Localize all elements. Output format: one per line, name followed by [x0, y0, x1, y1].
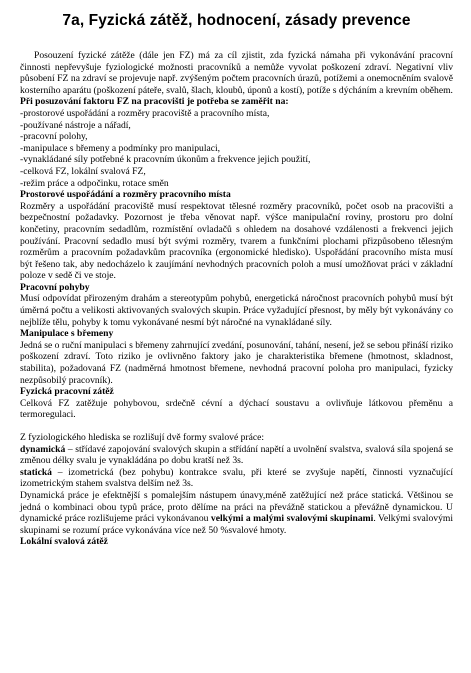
static-definition [20, 467, 453, 490]
section-movement-heading: Pracovní pohyby [20, 281, 90, 293]
dynamic-term: dynamická [20, 443, 66, 455]
document-title: 7a, Fyzická zátěž, hodnocení, zásady prevence [62, 12, 411, 29]
dynamic-definition [20, 444, 453, 467]
section-space-text: Rozměry a uspořádání pracoviště musí respektovat tělesné rozměry pracovníků, počet osob na pracovišti a bezpečnostní požadavky. Pozornost je třeba věnovat např. výšce manipulační roviny, prostoru pro dolní končetiny, pracovním sedadlům, rozmístění ovladačů s ohledem na dosahové vzdálenosti a frekvenci jejich používání. Pracovní sedadlo musí být svými rozměry, tvarem a funkčními plochami přizpůsobeno tělesným rozměrům a pracovním požadavkům pracovníka (ergonomické hledisko). Uspořádání pracovního místa musí být řešeno tak, aby nedocházelo k zaujímání nevhodných pracovních poloh a musí umožňovat práci v základní poloze v sedě či ve stoje. [20, 200, 453, 282]
factors-list [20, 108, 453, 189]
section-overall-heading: Fyzická pracovní zátěž [20, 386, 114, 398]
factor-item: -manipulace s břemeny a podmínky pro manipulaci, [20, 142, 221, 154]
muscle-work-intro: Z fyziologického hlediska se rozlišují dvě formy svalové práce: [20, 432, 265, 443]
section-movement-text: Musí odpovídat přirozeným drahám a stereotypům pohybů, energetická náročnost pracovních pohybů musí být úměrná počtu a velikosti aktivovaných svalových skupin. Práce vyžadující přesnost, by měly být vykonávány co nejblíže tělu, pohyby k tomu vykonávané nesmí být náročné na vynakládané síly. [20, 293, 453, 328]
dynamic-work-text-before: Dynamická práce je efektnější s pomalejším nástupem únavy,méně zatěžující než práce statická. Většinou se jedná o kombinaci obou typů práce, proto dělíme na práci na převážně statickou a převážně dynamickou. U dynamické práce rozlišujeme práci vykonávanou [20, 489, 453, 525]
factor-item: -pracovní polohy, [20, 131, 88, 143]
section-space-heading: Prostorové uspořádání a rozměry pracovního místa [20, 189, 231, 201]
spacer [20, 421, 453, 432]
local-load-heading: Lokální svalová zátěž [20, 536, 108, 548]
static-text: – izometrická (bez pohybu) kontrakce svalu, při které se zvyšuje napětí, činnosti vyznačující izometrickým stahem svalstva delším než 3s. [20, 466, 453, 490]
factor-item: -režim práce a odpočinku, rotace směn [20, 177, 169, 189]
factor-item: -celková FZ, lokální svalová FZ, [20, 165, 146, 177]
factor-item: -používané nástroje a nářadí, [20, 119, 131, 131]
intro-paragraph: Posouzení fyzické zátěže (dále jen FZ) má za cíl zjistit, zda fyzická námaha při vykonávání pracovní činnosti nepřevyšuje fyziologické možnosti pracovníků a nemůže vyvolat poškození zdraví. Negativní vliv působení FZ na zdraví se projevuje např. zvýšeným počtem pracovních úrazů, potížemi a onemocněním svalově kosterního aparátu (poškození páteře, svalů, šlach, kloubů, úponů a kostí), potíže s dýcháním a krevním oběhem. [20, 50, 453, 96]
section-overall-text: Celková FZ zatěžuje pohybovou, srdečně cévní a dýchací soustavu a ovlivňuje látkovou přeměnu a termoregulaci. [20, 397, 453, 421]
section-loads-text: Jedná se o ruční manipulaci s břemeny zahrnující zvedání, posunování, tahání, nesení, jež se sebou přináší riziko poškození zdraví. Toto riziko je ovlivněno faktory jako je charakteristika břemene (hmotnost, skladnost, stabilita), požadovaná FZ (nadměrná hmotnost břemene, nevhodná pracovní poloha pro manipulaci, fyzicky nezpůsobilý pracovník). [20, 339, 453, 386]
dynamic-text: – střídavé zapojování svalových skupin a střídání napětí a uvolnění svalstva, svalová síla spojená se změnou délky svalu je vynakládána po dobu kratší než 3s. [20, 443, 453, 467]
factor-item: -vynakládané síly potřebné k pracovním úkonům a frekvence jejich použití, [20, 154, 311, 166]
static-term: statická [20, 466, 52, 478]
section-loads-heading: Manipulace s břemeny [20, 328, 114, 340]
dynamic-work-paragraph [20, 490, 453, 536]
factor-item: -prostorové uspořádání a rozměry pracoviště a pracovního místa, [20, 107, 270, 119]
muscle-groups-term: velkými a malými svalovými skupinami [210, 513, 374, 525]
dynamic-work-text-after: . Velkými svalovými skupinami se rozumí práce vykonávána více než 50 %svalové hmoty. [20, 513, 453, 536]
factors-heading: Při posuzování faktoru FZ na pracovišti je potřeba se zaměřit na: [20, 96, 289, 108]
